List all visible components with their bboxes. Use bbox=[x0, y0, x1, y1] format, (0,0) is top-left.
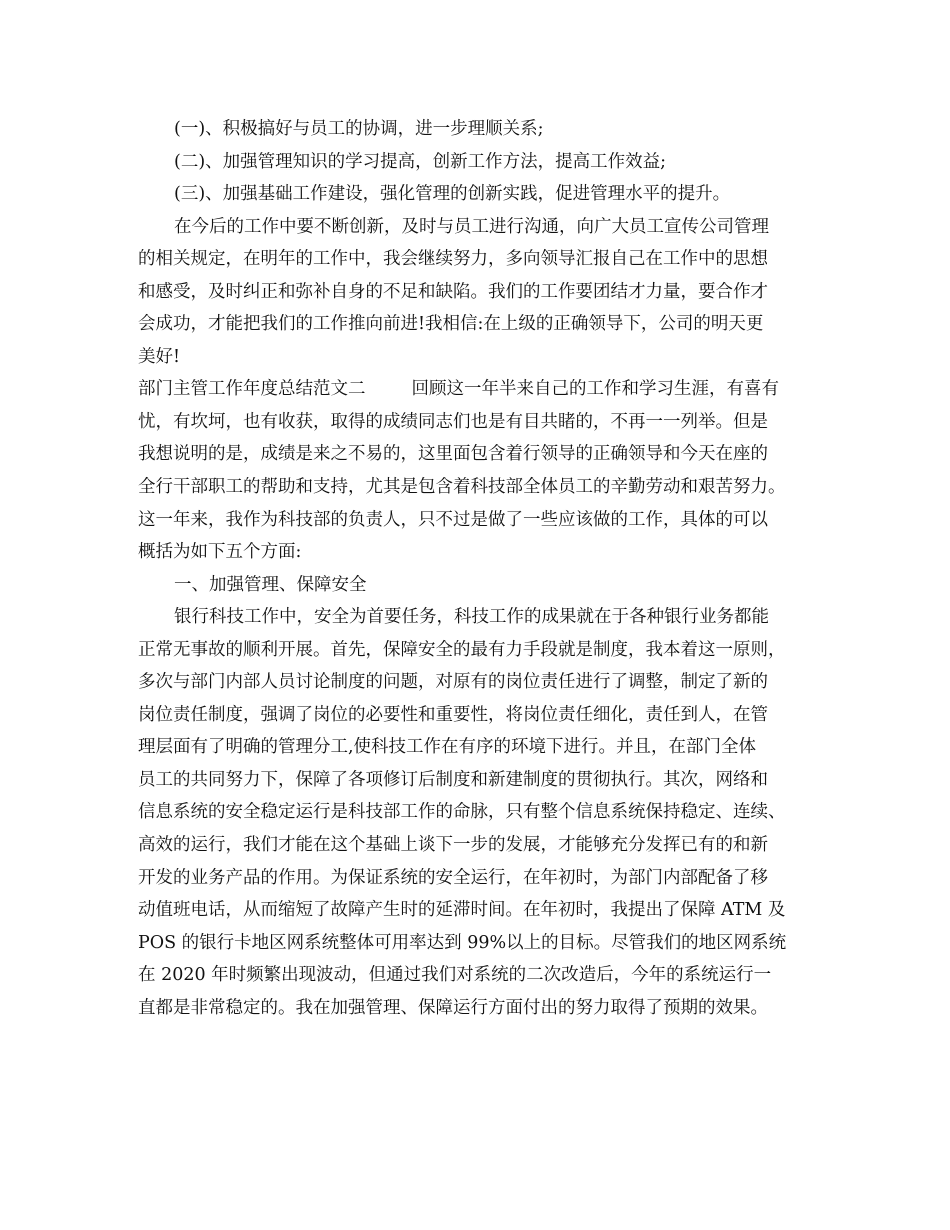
list-item: (一)、积极搞好与员工的协调，进一步理顺关系; bbox=[174, 119, 544, 139]
paragraph-line: 会成功，才能把我们的工作推向前进!我相信:在上级的正确领导下，公司的明天更 bbox=[138, 314, 764, 335]
body-line: 在 2020 年时频繁出现波动，但通过我们对系统的二次改造后，今年的系统运行一 bbox=[138, 965, 772, 986]
body-line: 动值班电话，从而缩短了故障产生时的延滞时间。在年初时，我提出了保障 ATM 及 bbox=[138, 900, 786, 921]
body-line: 直都是非常稳定的。我在加强管理、保障运行方面付出的努力取得了预期的效果。 bbox=[138, 997, 768, 1018]
list-item: (二)、加强管理知识的学习提高，创新工作方法，提高工作效益; bbox=[174, 151, 667, 172]
body-line: 信息系统的安全稳定运行是科技部工作的命脉，只有整个信息系统保持稳定、连续、 bbox=[138, 802, 786, 823]
body-line: 正常无事故的顺利开展。首先，保障安全的最有力手段就是制度，我本着这一原则， bbox=[138, 639, 786, 660]
body-line: 岗位责任制度，强调了岗位的必要性和重要性，将岗位责任细化，责任到人，在管 bbox=[138, 704, 768, 725]
paragraph-line: 的相关规定，在明年的工作中，我会继续努力，多向领导汇报自己在工作中的思想 bbox=[138, 249, 768, 270]
intro-line: 忧，有坎坷，也有收获，取得的成绩同志们也是有目共睹的，不再一一列举。但是 bbox=[138, 411, 768, 432]
intro-line: 这一年来，我作为科技部的负责人，只不过是做了一些应该做的工作，具体的可以 bbox=[138, 509, 768, 530]
list-item: (三)、加强基础工作建设，强化管理的创新实践，促进管理水平的提升。 bbox=[174, 184, 731, 205]
body-line: 开发的业务产品的作用。为保证系统的安全运行，在年初时，为部门内部配备了移 bbox=[138, 867, 768, 888]
intro-line: 概括为如下五个方面: bbox=[138, 542, 302, 563]
section-heading-line bbox=[138, 373, 818, 406]
body-line: 理层面有了明确的管理分工,使科技工作在有序的环境下进行。并且，在部门全体 bbox=[138, 737, 757, 758]
body-line: 多次与部门内部人员讨论制度的问题，对原有的岗位责任进行了调整，制定了新的 bbox=[138, 672, 768, 693]
subheading: 一、加强管理、保障安全 bbox=[174, 574, 367, 595]
intro-line: 全行干部职工的帮助和支持，尤其是包含着科技部全体员工的辛勤劳动和艰苦努力。 bbox=[138, 477, 786, 498]
body-line: 员工的共同努力下，保障了各项修订后制度和新建制度的贯彻执行。其次，网络和 bbox=[138, 769, 768, 790]
body-line: 高效的运行，我们才能在这个基础上谈下一步的发展，才能够充分发挥已有的和新 bbox=[138, 835, 768, 856]
document-body bbox=[138, 113, 818, 1024]
body-line: POS 的银行卡地区网系统整体可用率达到 99%以上的目标。尽管我们的地区网系统 bbox=[138, 932, 787, 953]
section-heading: 部门主管工作年度总结范文二 bbox=[138, 379, 366, 400]
paragraph-line: 和感受，及时纠正和弥补自身的不足和缺陷。我们的工作要团结才力量，要合作才 bbox=[138, 281, 768, 302]
intro-line: 我想说明的是，成绩是来之不易的，这里面包含着行领导的正确领导和今天在座的 bbox=[138, 444, 768, 465]
intro-line: 回顾这一年半来自己的工作和学习生涯，有喜有 bbox=[411, 379, 779, 400]
body-line: 银行科技工作中，安全为首要任务，科技工作的成果就在于各种银行业务都能 bbox=[174, 607, 769, 628]
paragraph-line: 在今后的工作中要不断创新，及时与员工进行沟通，向广大员工宣传公司管理 bbox=[174, 216, 769, 237]
paragraph-line: 美好! bbox=[138, 346, 181, 367]
